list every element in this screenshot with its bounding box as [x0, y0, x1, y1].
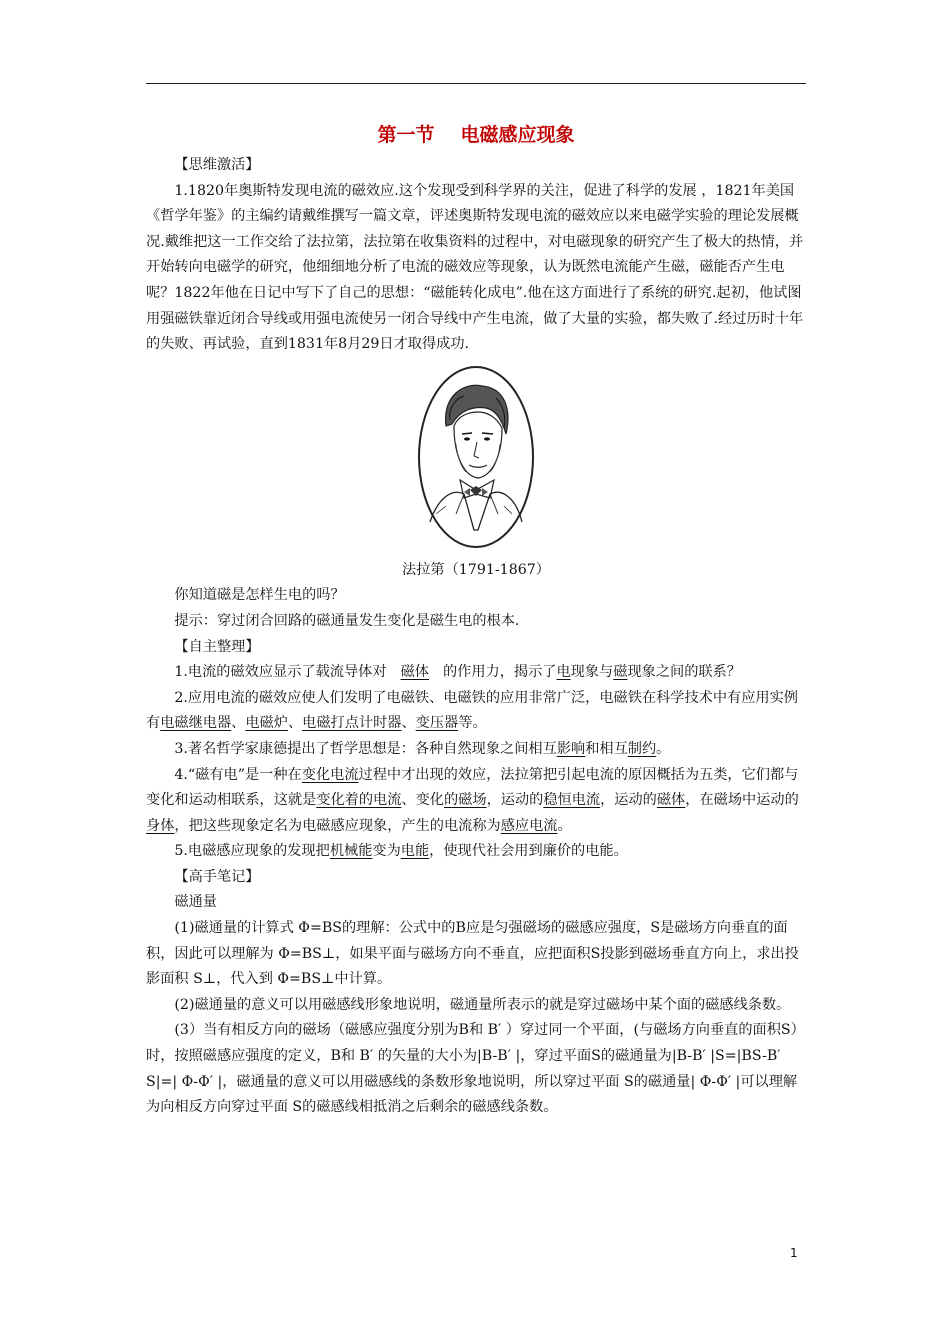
page-number: 1 [790, 1246, 798, 1260]
item-3: 3.著名哲学家康德提出了哲学思想是：各种自然现象之间相互影响和相互制约。 [174, 740, 671, 757]
note-3: (3）当有相反方向的磁场（磁感应强度分别为B和 B′ ）穿过同一个平面，(与磁场方向垂直的面积S）时，按照磁感应强度的定义，B和 B′ 的矢量的大小为|B-B′ |，穿过平面S的磁通量为|B-B′ |S=|BS-B′ S|=| Φ-Φ′ |，磁通量的意义可以用磁感线的条数形象地说明，所以穿过平面 S的磁通量| Φ-Φ′ |可以理解为向相反方向穿过平面 S的磁感线相抵消之后剩余的磁感线条数。 [146, 1022, 805, 1116]
sub-heading-flux: 磁通量 [174, 894, 217, 911]
faraday-portrait-icon [416, 364, 536, 550]
figure-caption: 法拉第（1791-1867） [402, 561, 550, 578]
question: 你知道磁是怎样生电的吗？ [174, 587, 345, 604]
section-heading-self-study: 【自主整理】 [174, 638, 260, 655]
page-title [146, 120, 806, 150]
item-4: 4.“磁有电”是一种在变化电流过程中才出现的效应，法拉第把引起电流的原因概括为五类，它们都与变化和运动相联系，这就是变化着的电流、变化的磁场，运动的稳恒电流，运动的磁体，在磁场中运动的身体，把这些现象定名为电磁感应现象，产生的电流称为感应电流。 [146, 766, 799, 834]
hint: 提示：穿过闭合回路的磁通量发生变化是磁生电的根本. [174, 612, 520, 629]
note-2: (2)磁通量的意义可以用磁感线形象地说明，磁通量所表示的就是穿过磁场中某个面的磁感线条数。 [174, 996, 791, 1013]
portrait-figure [146, 364, 806, 554]
item-2: 2.应用电流的磁效应使人们发明了电磁铁、电磁铁的应用非常广泛，电磁铁在科学技术中有应用实例有电磁继电器、电磁炉、电磁打点计时器、变压器等。 [146, 689, 798, 732]
title-text: 电磁感应现象 [460, 124, 575, 146]
title-section-number: 第一节 [377, 124, 435, 146]
header-rule [146, 83, 806, 84]
item-1: 1.电流的磁效应显示了载流导体对 磁体 的作用力，揭示了电现象与磁现象之间的联系？ [174, 664, 741, 681]
paragraph-history: 1.1820年奥斯特发现电流的磁效应.这个发现受到科学界的关注，促进了科学的发展 ，1821年美国《哲学年鉴》的主编约请戴维撰写一篇文章，评述奥斯特发现电流的磁效应以来电磁学实验的理论发展概况.戴维把这一工作交给了法拉第，法拉第在收集资料的过程中，对电磁现象的研究产生了极大的热情，并开始转向电磁学的研究，他细细地分析了电流的磁效应等现象，认为既然电流能产生磁，磁能否产生电呢？1822年他在日记中写下了自己的思想：“磁能转化成电”.他在这方面进行了系统的研究.起初，他试图用强磁铁靠近闭合导线或用强电流使另一闭合导线中产生电流，做了大量的实验，都失败了.经过历时十年的失败、再试验，直到1831年8月29日才取得成功. [146, 182, 804, 353]
note-1: (1)磁通量的计算式 Φ=BS的理解：公式中的B应是匀强磁场的磁感应强度，S是磁场方向垂直的面积，因此可以理解为 Φ=BS⊥，如果平面与磁场方向不垂直，应把面积S投影到磁场垂直方向上，求出投影面积 S⊥，代入到 Φ=BS⊥中计算。 [146, 920, 799, 988]
document-body [146, 120, 806, 1121]
section-heading-activation: 【思维激活】 [174, 157, 260, 173]
section-heading-notes: 【高手笔记】 [174, 868, 260, 885]
item-5: 5.电磁感应现象的发现把机械能变为电能，使现代社会用到廉价的电能。 [174, 843, 628, 860]
